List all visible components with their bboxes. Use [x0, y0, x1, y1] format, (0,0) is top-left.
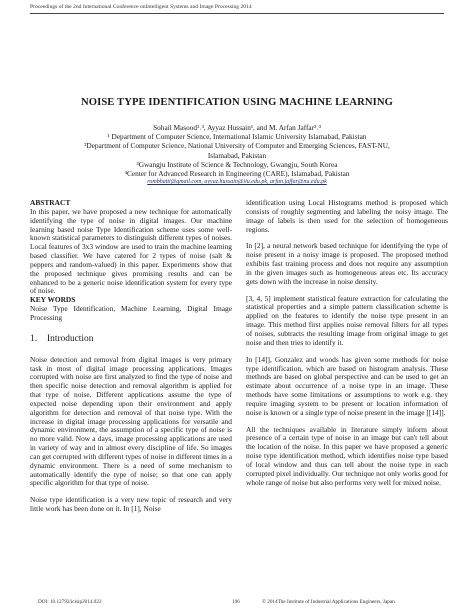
right-paragraph-4: In [14]], Gonzalez and woods has given some methods for noise type identification, which are based on histogram analysis. These methods are based on global perspective and can be used to get an estimate about occurrence of a noise type in an image. These methods have some limitations or assumptions to work e.g. they require imaging system to be present or location information of noise is known or a single type of noise present in the image [[14]].	[246, 354, 448, 417]
affiliation-2-city: Islamabad, Pakistan	[207, 150, 267, 160]
affiliation-3: ³Gwangju Institute of Science & Technology, Gwangju, South Korea	[136, 159, 338, 169]
section-heading-introduction	[30, 335, 232, 344]
right-paragraph-1: identification using Local Histograms method is proposed which consists of roughly segmenting and labeling the noisy image. The image of labels is then used for the selection of homogeneous regions.	[246, 198, 448, 234]
section-number: 1.	[30, 333, 38, 344]
author-names: Sohail Masood¹˒³, Ayyaz Hussain¹, and M. Arfan Jaffar²˒³	[153, 123, 321, 132]
author-emails[interactable]: rombhatti@gmail.com, ayyaz.hussain@iiu.edu.pk, arfan.jaffar@nu.edu.pk	[147, 179, 327, 186]
abstract-heading: ABSTRACT	[30, 198, 71, 207]
affiliation-4: ⁴Center for Advanced Research in Engineering (CARE), Islamabad, Pakistan	[124, 169, 350, 179]
footer-doi: DOI: 10.12792/icisip2014.022	[38, 599, 102, 605]
left-column	[30, 199, 232, 514]
keywords-text: Noise Type Identification, Machine Learning, Digital Image Processing	[30, 304, 232, 322]
section-title-text: Introduction	[47, 333, 94, 344]
right-column	[246, 199, 448, 487]
affiliation-2: ²Department of Computer Science, National University of Computer and Emerging Sciences, FAST-NU,	[84, 141, 390, 151]
proceedings-header: Proceedings of the 2nd International Conference onIntelligent Systems and Image Processing 2014	[30, 4, 252, 10]
header-divider	[30, 13, 444, 14]
affiliation-1: ¹ Department of Computer Science, International Islamic University Islamabad, Pakistan	[107, 132, 367, 142]
keywords-heading: KEY WORDS	[30, 295, 76, 305]
page-number: 106	[232, 599, 240, 605]
right-paragraph-3: [3, 4, 5] implement statistical feature extraction for calculating the statistical properties and a simple pattern classification scheme is applied on the features to identify the noise type present in an image. This method first applies noise removal filters for all types of noises, subtracts the resulting image from original image to get noise and then tries to identify it.	[246, 293, 448, 347]
intro-paragraph-1: Noise detection and removal from digital images is very primary task in most of digital image processing applications. Images corrupted with noise are first analyzed to find the type of noise and then specific noise detection and removal algorithm is applied for that type of noise. Different applications assume the type of expected noise depending upon their environment and apply algorithm for detection and removal of that noise type. With the increase in digital image processing applications for versatile and dynamic environment, the assumption of a specific type of noise is no more valid. Now a days, image processing applications are used in variety of way and in almost every discipline of life. So images can get corrupted with different types of noise in different times in a dynamic environment. There is a need of some mechanism to automatically identify the type of noise; so that one can apply specific algorithm for that type of noise.	[30, 354, 232, 488]
right-paragraph-5: All the techniques available in literature simply inform about presence of a certain type of noise in an image but can't tell about the location of the noise. In this paper we have proposed a generic noise type identification method, which identifies noise type based of local window and thus can tell about the noise type in each corrupted pixel individually. Our technique not only works good for whole range of noise but also performs very well for mixed noise.	[246, 424, 448, 487]
right-paragraph-2: In [2], a neural network based technique for identifying the type of noise present in a noisy image is proposed. The proposed method exhibits fast training process and does not require any assumption in the given images such as homogeneous areas etc. Its accuracy gets down with the increase in noise density.	[246, 241, 448, 286]
author-block	[0, 123, 474, 187]
abstract-text: In this paper, we have proposed a new technique for automatically identifying the type of noise in digital images. Our machine learning based noise Type Identification scheme uses some well-known statistical parameters to distinguish different types of noises. Local features of 3x3 window are used to train the machine learning based classifier. We have catered for 2 types of noise (salt & peppers and random-valued) in this paper. Experiments show that the proposed technique gives promising results and can be enhanced to be a generic noise identification system for every type of noise.	[30, 206, 232, 296]
intro-paragraph-2: Noise type identification is a very new topic of research and very little work has been done on it. In [1], Noise	[30, 495, 232, 514]
paper-title: NOISE TYPE IDENTIFICATION USING MACHINE LEARNING	[81, 97, 393, 108]
footer-copyright: © 2014The Institute of Industrial Applications Engineers, Japan.	[262, 599, 397, 605]
